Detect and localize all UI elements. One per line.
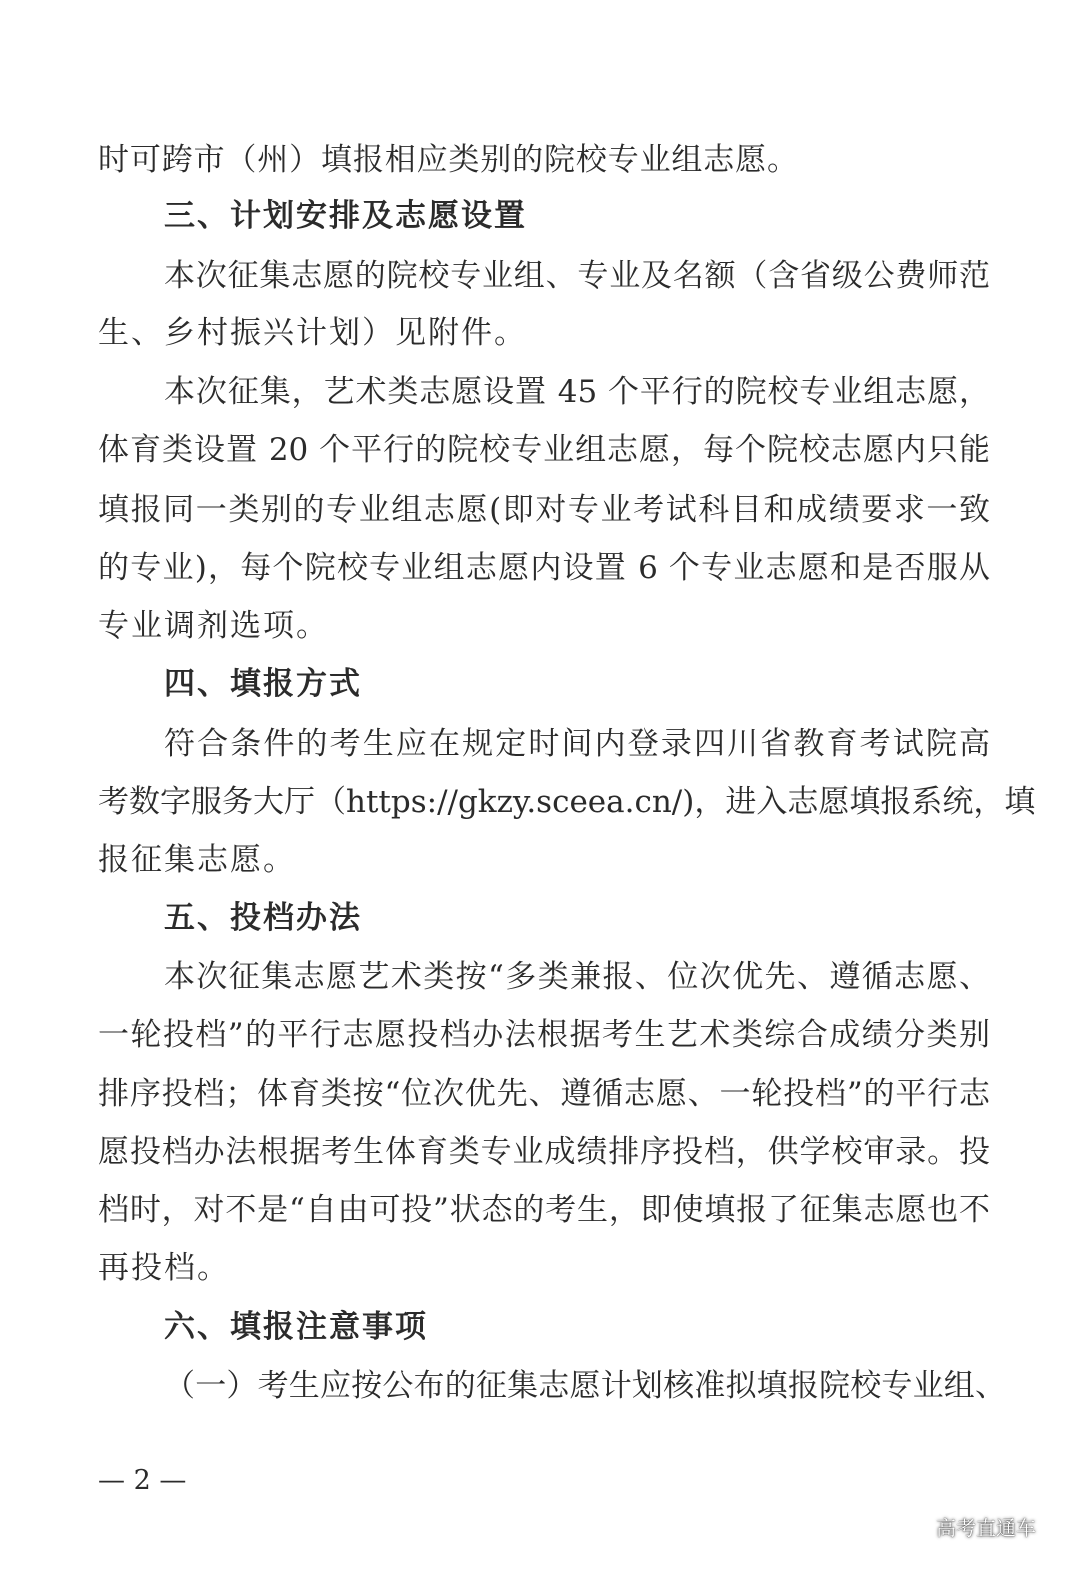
paragraph-line: 填报同一类别的专业组志愿(即对专业考试科目和成绩要求一致 (98, 492, 990, 528)
paragraph-line: 再投档。 (98, 1250, 230, 1286)
paragraph-line: 档时，对不是“自由可投”状态的考生，即使填报了征集志愿也不 (98, 1192, 990, 1228)
section-heading-4: 四、填报方式 (164, 666, 362, 702)
section-heading-5: 五、投档办法 (164, 900, 362, 936)
paragraph-line: 体育类设置 20 个平行的院校专业组志愿，每个院校志愿内只能 (98, 432, 990, 468)
paragraph-line: 本次征集，艺术类志愿设置 45 个平行的院校专业组志愿， (164, 374, 990, 410)
paragraph-line: 一轮投档”的平行志愿投档办法根据考生艺术类综合成绩分类别 (98, 1017, 990, 1053)
paragraph-line: 专业调剂选项。 (98, 608, 329, 644)
paragraph-line: 符合条件的考生应在规定时间内登录四川省教育考试院高 (164, 726, 990, 762)
paragraph-line: 本次征集志愿的院校专业组、专业及名额（含省级公费师范 (164, 258, 990, 294)
paragraph-line: 时可跨市（州）填报相应类别的院校专业组志愿。 (98, 142, 798, 178)
paragraph-line: 生、乡村振兴计划）见附件。 (98, 315, 527, 351)
paragraph-line: （一）考生应按公布的征集志愿计划核准拟填报院校专业组、 (164, 1368, 1006, 1404)
paragraph-line: 排序投档；体育类按“位次优先、遵循志愿、一轮投档”的平行志 (98, 1076, 990, 1112)
paragraph-line: 愿投档办法根据考生体育类专业成绩排序投档，供学校审录。投 (98, 1134, 990, 1170)
section-heading-6: 六、填报注意事项 (164, 1309, 428, 1345)
page-number: — 2 — (98, 1465, 187, 1496)
paragraph-line: 报征集志愿。 (98, 842, 296, 878)
watermark: 高考直通车 (936, 1516, 1036, 1540)
section-heading-3: 三、计划安排及志愿设置 (164, 198, 527, 234)
paragraph-line: 本次征集志愿艺术类按“多类兼报、位次优先、遵循志愿、 (164, 959, 990, 995)
paragraph-line: 考数字服务大厅（https://gkzy.sceea.cn/)，进入志愿填报系统，填 (98, 784, 1036, 820)
paragraph-line: 的专业)，每个院校专业组志愿内设置 6 个专业志愿和是否服从 (98, 550, 990, 586)
